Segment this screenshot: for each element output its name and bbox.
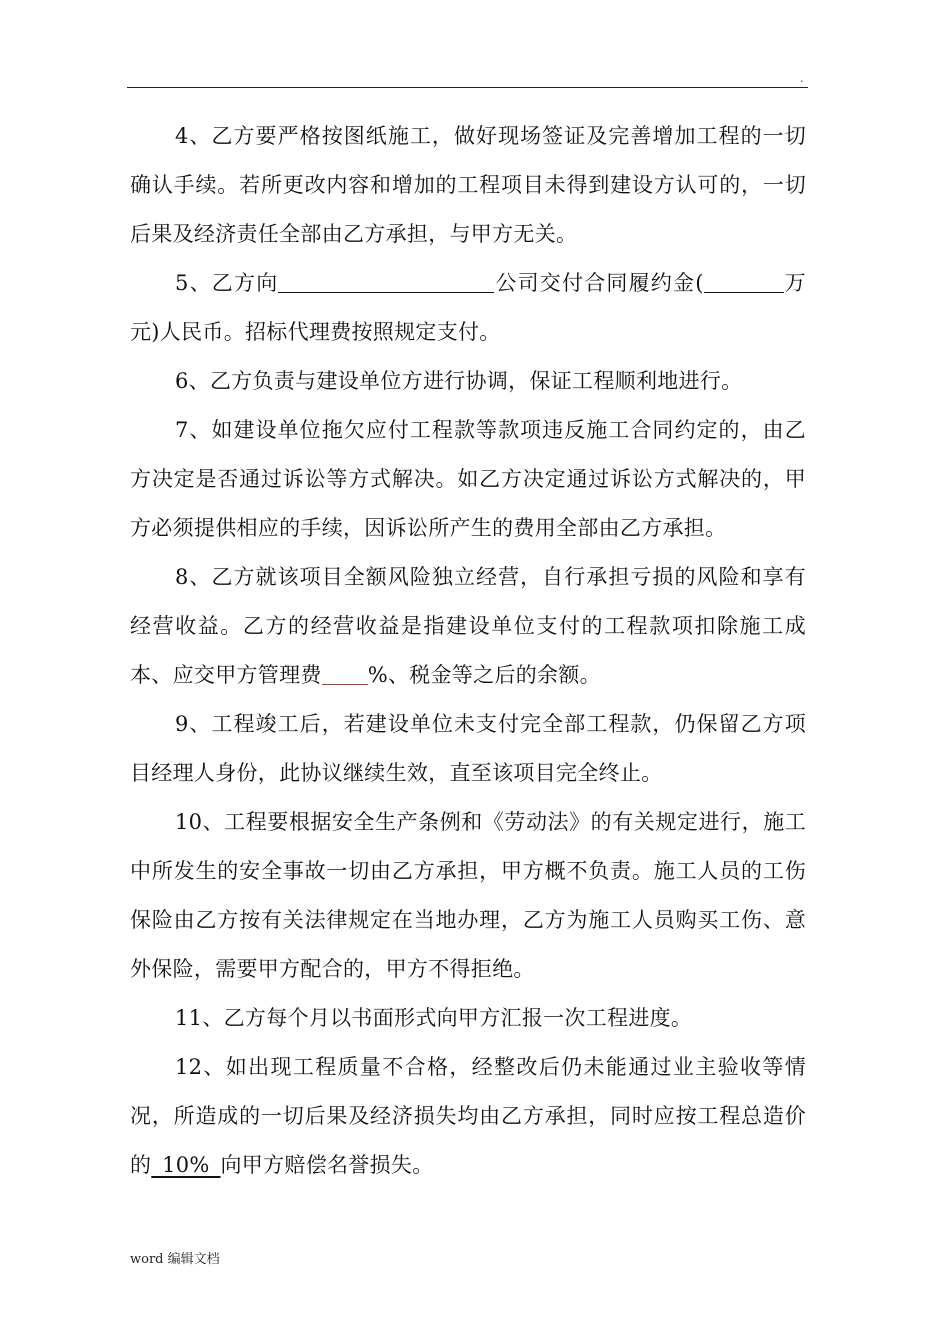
compensation-rate: _10%_ (151, 1153, 221, 1177)
clause-6: 6、乙方负责与建设单位方进行协调，保证工程顺利地进行。 (175, 369, 743, 393)
clause-9: 9、工程竣工后，若建设单位未支付完全部工程款，仍保留乙方项目经理人身份，此协议继续生效，直至该项目完全终止。 (130, 712, 806, 785)
clause-7: 7、如建设单位拖欠应付工程款等款项违反施工合同约定的，由乙方决定是否通过诉讼等方式解决。如乙方决定通过诉讼方式解决的，甲方必须提供相应的手续，因诉讼所产生的费用全部由乙方承担。 (130, 418, 806, 540)
clause-5-part-b: 公司交付合同履约金( (494, 271, 704, 295)
clause-8-part-b: %、税金等之后的余额。 (367, 663, 601, 687)
document-body (130, 112, 806, 1190)
deposit-amount-blank[interactable] (704, 272, 784, 293)
header-rule (127, 87, 808, 88)
footer-label: word 编辑文档 (130, 1252, 220, 1267)
clause-10: 10、工程要根据安全生产条例和《劳动法》的有关规定进行，施工中所发生的安全事故一切由乙方承担，甲方概不负责。施工人员的工伤保险由乙方按有关法律规定在当地办理，乙方为施工人员购买工伤、意外保险，需要甲方配合的，甲方不得拒绝。 (130, 810, 806, 981)
clause-5 (130, 259, 806, 357)
clause-8-part-a: 8、乙方就该项目全额风险独立经营，自行承担亏损的风险和享有经营收益。乙方的经营收益是指建设单位支付的工程款项扣除施工成本、应交甲方管理费 (130, 565, 806, 687)
clause-11: 11、乙方每个月以书面形式向甲方汇报一次工程进度。 (175, 1006, 693, 1030)
company-name-blank[interactable] (278, 272, 494, 293)
clause-12-part-c: 向甲方赔偿名誉损失。 (220, 1153, 434, 1177)
clause-5-part-c: 万元)人民币。招标代理费按照规定支付。 (130, 271, 806, 344)
management-fee-blank[interactable] (322, 664, 368, 685)
header-mark: . (800, 72, 804, 85)
clause-12 (130, 1043, 806, 1190)
clause-4: 4、乙方要严格按图纸施工，做好现场签证及完善增加工程的一切确认手续。若所更改内容和增加的工程项目未得到建设方认可的，一切后果及经济责任全部由乙方承担，与甲方无关。 (130, 124, 806, 246)
clause-5-part-a: 5、乙方向 (175, 271, 279, 295)
clause-12-part-a: 12、如出现工程质量不合格，经整改后仍未能通过业主验收等情况，所造成的一切后果及经济损失均由乙方承担，同时应按工程总造价的 (130, 1055, 806, 1177)
clause-8 (130, 553, 806, 700)
